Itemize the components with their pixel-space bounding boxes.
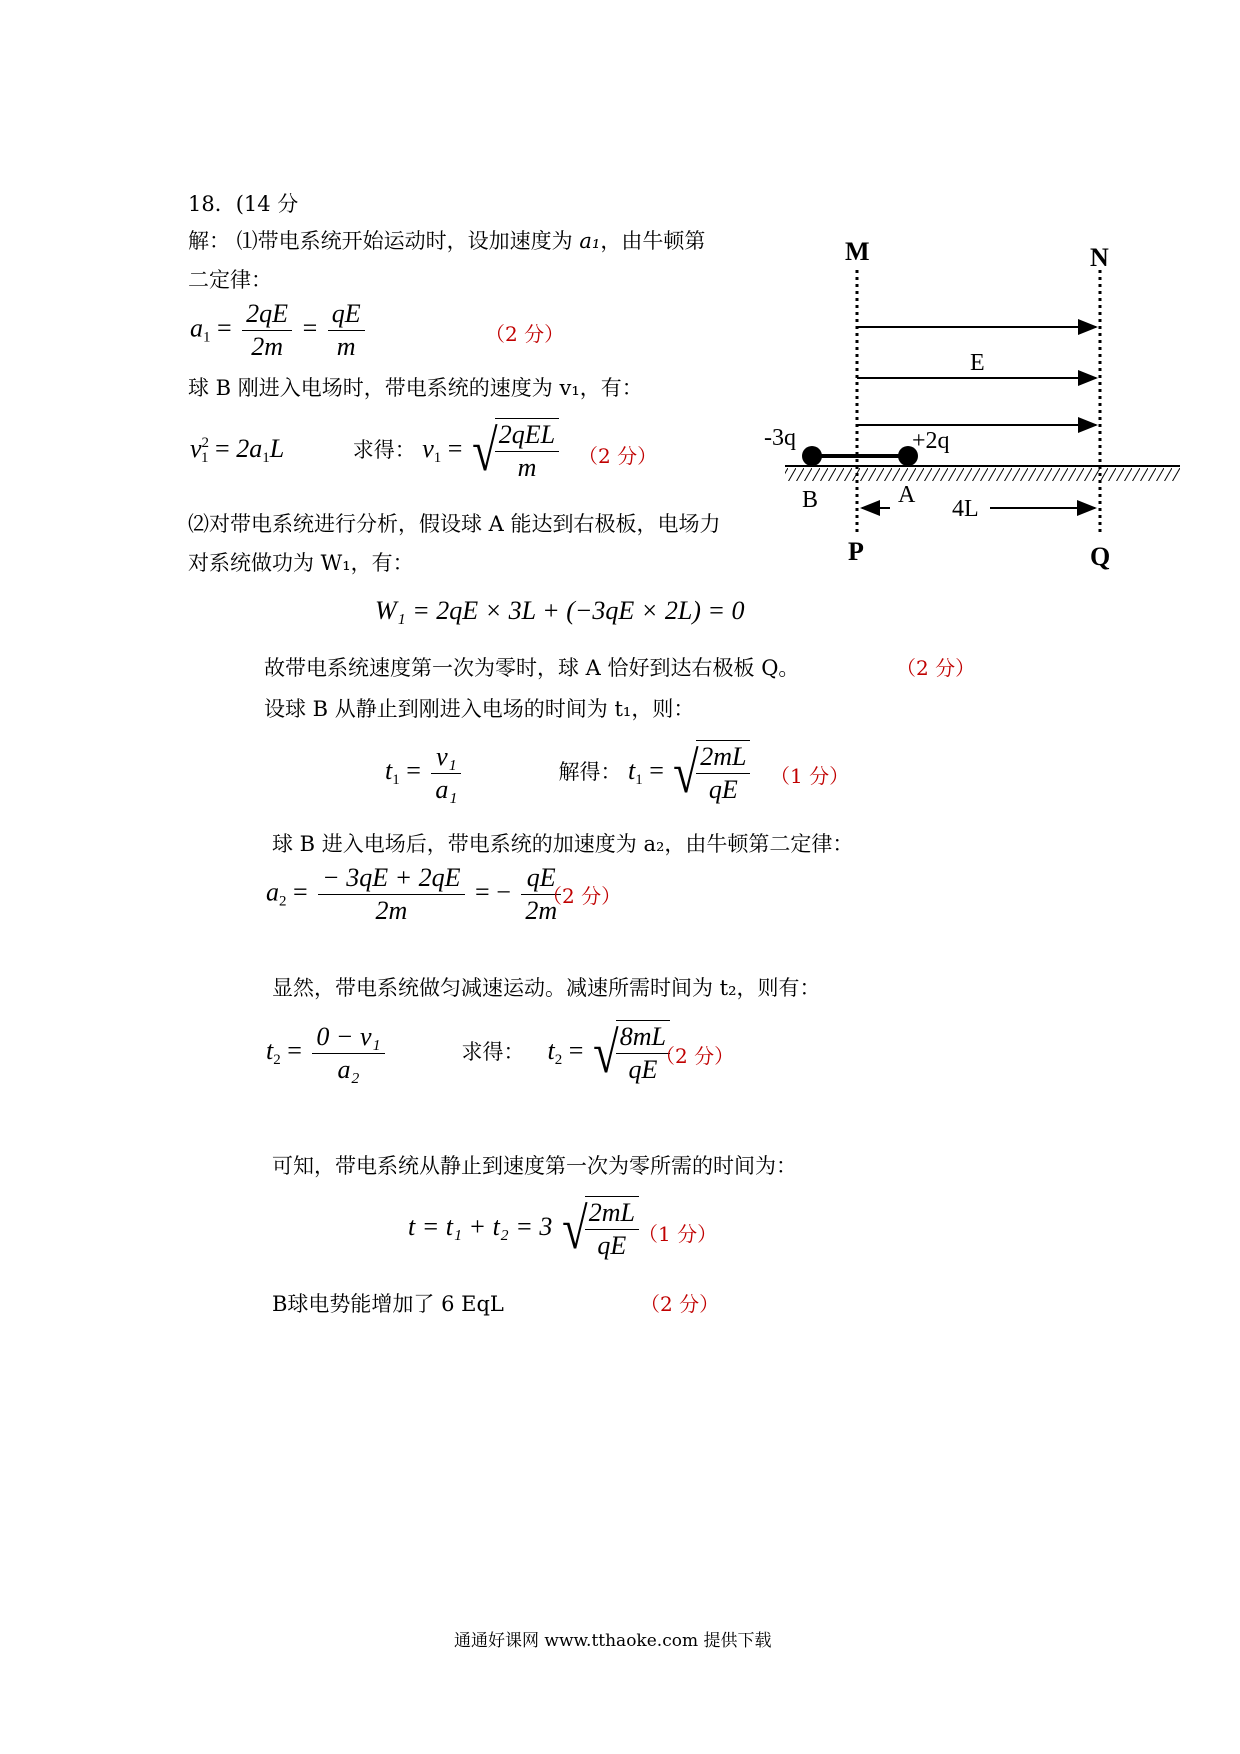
eq5-num1: − 3qE + 2qE [318, 862, 464, 895]
eq4-lhs-2: t [627, 755, 636, 785]
intro-var: a₁ [579, 229, 601, 253]
eq6-points: （2 分） [655, 1044, 735, 1068]
eq1-frac-2 [328, 298, 365, 363]
eq4-frac [431, 741, 461, 806]
eq4-lhs: t [385, 755, 393, 785]
line-b-enter: 球 B 刚进入电场时，带电系统的速度为 v₁，有： [188, 376, 643, 400]
eq1-num1: 2qE [242, 298, 292, 331]
line-t1: 设球 B 从静止到刚进入电场的时间为 t₁，则： [264, 697, 695, 721]
eq5-num2: qE [521, 862, 561, 895]
line-energy: B球电势能增加了 6 EqL [272, 1292, 504, 1316]
ball-b [802, 446, 822, 466]
eq1-frac-1 [242, 298, 292, 363]
eq7-rad-num: 2mL [585, 1197, 639, 1230]
label-charge-b: -3q [764, 425, 796, 451]
eq2-sqrt: √ $\frac{\text{2qEL}}{m}$ [469, 418, 559, 484]
eq6-sub-2: 2 [554, 1051, 563, 1068]
electric-field-figure [740, 230, 1190, 590]
eq6-solve-label: 求得： [461, 1039, 525, 1064]
eq5-sub: 2 [279, 893, 287, 910]
eq6-rad-num: 8mL [616, 1021, 670, 1054]
eq2-lhs: v [190, 433, 202, 463]
intro-text-end: ，由牛顿第 [600, 229, 706, 253]
eq4-num: v₁ [431, 741, 461, 774]
eq1-lhs: a [190, 313, 203, 343]
eq5-den2: 2m [525, 896, 558, 925]
label-m: M [845, 237, 870, 266]
label-q: Q [1090, 542, 1111, 571]
eq2-lhs-sup: 2 [201, 434, 210, 451]
equation-a2: $a_2$ = $\frac{- 3qE + 2qE}{2m}$ = − $\frac{qE}{2m}$ [266, 862, 565, 927]
eq7-sqrt: √ $\frac{2mL}{qE}$ [559, 1196, 639, 1262]
label-b: B [802, 487, 819, 513]
eq2-v: v [422, 433, 434, 463]
eq6-lhs: t [266, 1035, 274, 1065]
label-a: A [898, 482, 916, 508]
line-reach: 故带电系统速度第一次为零时，球 A 恰好到达右极板 Q。 [264, 656, 800, 680]
equation-v1: $v^2_1 = 2a_1L$ 求得： $v_1$ = √ $\frac{\text{2qEL}}{m}$ [190, 418, 559, 484]
line-decel: 显然，带电系统做匀减速运动。减速所需时间为 t₂，则有： [272, 976, 821, 1000]
eq7-lhs: t = t₁ + t₂ = 3 [408, 1211, 553, 1241]
eq6-rad-den: qE [628, 1055, 658, 1084]
equation-t2: $t_2$ = $\frac{\text{0 − v₁}}{\text{a₂}}$ 求得： $t_2$ = √ $\frac{8mL}{qE}$ [266, 1020, 670, 1086]
intro-text: 解： ⑴带电系统开始运动时，设加速度为 [188, 229, 573, 253]
equation-t1: $t_1$ = $\frac{\text{v₁}}{\text{a₁}}$ 解得： $t_1$ = √ $\frac{2mL}{qE}$ [385, 740, 750, 806]
eq5-points: （2 分） [542, 884, 622, 908]
equation-t-total [408, 1196, 639, 1262]
eq6-frac [312, 1021, 384, 1086]
ground-hatch [785, 468, 1180, 481]
eq4-sub: 1 [392, 771, 400, 788]
eq2-v-sub: 1 [433, 449, 442, 466]
eq2-rad-den: m [517, 453, 537, 482]
eq4-sub-2: 1 [635, 771, 643, 788]
eq2-points: （2 分） [578, 444, 658, 468]
eq4-sqrt: √ $\frac{2mL}{qE}$ [670, 740, 750, 806]
eq1-lhs-sub: 1 [203, 329, 211, 346]
line-a2: 球 B 进入电场后，带电系统的加速度为 a₂，由牛顿第二定律： [272, 832, 854, 856]
label-4l: 4L [952, 496, 979, 522]
eq2-lhs-sub: 1 [201, 449, 209, 466]
eq4-rad-den: qE [708, 775, 738, 804]
eq5-frac-1 [318, 862, 464, 927]
line-total: 可知，带电系统从静止到速度第一次为零所需的时间为： [272, 1154, 797, 1178]
label-p: P [848, 537, 864, 566]
label-n: N [1090, 243, 1109, 272]
eq7-points: （1 分） [638, 1222, 718, 1246]
eq4-points: （1 分） [770, 764, 850, 788]
eq2-rhs-end: L [269, 433, 284, 463]
eq2-rad-num: 2qEL [495, 419, 559, 452]
eq6-num: 0 − v₁ [312, 1021, 384, 1054]
eq6-lhs-2: t [547, 1035, 555, 1065]
intro-line-1 [188, 225, 705, 255]
eq4-rad-num: 2mL [696, 741, 750, 774]
part2-line-2: 对系统做功为 W₁，有： [188, 551, 414, 575]
problem-number: 18．(14 分 [188, 192, 299, 216]
line-reach-points: （2 分） [896, 656, 976, 680]
eq2-solve-label: 求得： [352, 437, 416, 462]
label-e: E [970, 350, 985, 376]
eq2-rhs: 2a [236, 433, 263, 463]
eq4-den: a₁ [435, 774, 458, 804]
eq5-lhs: a [266, 877, 279, 907]
intro-line-2: 二定律： [188, 268, 272, 292]
eq1-den1: 2m [251, 332, 283, 361]
eq6-sub: 2 [273, 1051, 281, 1068]
eq6-sqrt: √ $\frac{8mL}{qE}$ [590, 1020, 670, 1086]
eq1-points: （2 分） [485, 322, 565, 346]
line-energy-points: （2 分） [640, 1292, 720, 1316]
eq4-solve-label: 解得： [558, 759, 622, 784]
equation-a1: $a_1$ = $\frac{2qE}{2m}$ = $\frac{qE}{m}$ [190, 298, 369, 363]
eq1-den2: m [336, 332, 356, 361]
eq2-rhs-sub: 1 [262, 449, 270, 466]
equation-w1: W₁ = 2qE × 3L + (−3qE × 2L) = 0 [375, 596, 745, 625]
part2-line-1: ⑵对带电系统进行分析，假设球 A 能达到右极板，电场力 [188, 512, 721, 536]
page-footer: 通通好课网 www.tthaoke.com 提供下载 [454, 1631, 772, 1651]
eq1-num2: qE [328, 298, 365, 331]
eq7-rad-den: qE [597, 1231, 627, 1260]
label-charge-a: +2q [912, 428, 950, 454]
eq5-den1: 2m [375, 896, 408, 925]
eq6-den: a₂ [337, 1054, 360, 1084]
